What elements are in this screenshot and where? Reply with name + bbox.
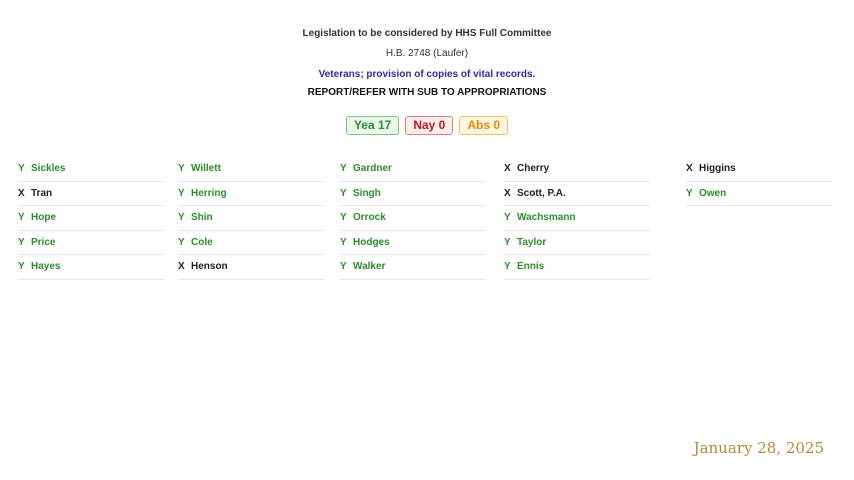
- vote-mark: Y: [340, 236, 347, 248]
- member-vote-row: [340, 157, 486, 182]
- member-name: Walker: [353, 261, 386, 272]
- member-name: Cole: [191, 236, 213, 248]
- member-vote-row: [340, 182, 486, 207]
- member-vote-row: [340, 231, 486, 256]
- member-name: Henson: [191, 261, 228, 272]
- member-name: Herring: [191, 187, 227, 199]
- member-vote-row: [340, 255, 486, 280]
- hearing-date: January 28, 2025: [693, 439, 824, 457]
- abstain-count-badge: Abs 0: [459, 116, 508, 135]
- vote-mark: Y: [340, 187, 347, 199]
- member-vote-row: [504, 157, 650, 182]
- vote-mark: Y: [178, 236, 185, 248]
- vote-column: [18, 157, 164, 280]
- vote-mark: X: [504, 187, 511, 199]
- member-vote-row: [686, 157, 832, 182]
- member-vote-row: [504, 182, 650, 207]
- member-name: Hodges: [353, 236, 390, 248]
- member-vote-row: [178, 182, 324, 207]
- member-name: Singh: [353, 187, 381, 199]
- bill-description: Veterans; provision of copies of vital records.: [318, 69, 536, 80]
- vote-mark: Y: [340, 261, 347, 272]
- member-vote-row: [686, 182, 832, 207]
- bill-number: H.B. 2748 (Laufer): [385, 48, 469, 59]
- vote-mark: Y: [178, 163, 185, 174]
- vote-mark: Y: [18, 261, 25, 272]
- vote-mark: Y: [340, 212, 347, 223]
- member-vote-row: [504, 231, 650, 256]
- vote-mark: X: [686, 163, 693, 174]
- member-name: Willett: [191, 163, 221, 174]
- member-name: Cherry: [517, 163, 550, 174]
- vote-mark: Y: [18, 212, 25, 223]
- vote-column: [686, 157, 832, 206]
- member-vote-row: [18, 231, 164, 256]
- vote-mark: Y: [178, 212, 185, 223]
- nay-count-badge: Nay 0: [405, 116, 453, 135]
- member-vote-row: [18, 182, 164, 207]
- member-vote-row: [178, 206, 324, 231]
- member-name: Price: [31, 236, 56, 248]
- member-name: Shin: [191, 212, 213, 223]
- vote-mark: Y: [504, 236, 511, 248]
- committee-title: Legislation to be considered by HHS Full Committee: [302, 28, 552, 39]
- vote-mark: Y: [504, 212, 511, 223]
- member-name: Taylor: [517, 236, 547, 248]
- vote-column: [504, 157, 650, 280]
- member-vote-row: [504, 206, 650, 231]
- member-vote-row: [18, 255, 164, 280]
- vote-tally: [0, 116, 854, 135]
- member-vote-row: [340, 206, 486, 231]
- member-vote-row: [178, 157, 324, 182]
- vote-mark: Y: [18, 163, 25, 174]
- member-name: Ennis: [517, 261, 545, 272]
- member-name: Hayes: [31, 261, 61, 272]
- vote-column: [340, 157, 486, 280]
- member-name: Gardner: [353, 163, 392, 174]
- vote-mark: X: [18, 187, 25, 199]
- vote-mark: Y: [504, 261, 511, 272]
- vote-mark: Y: [18, 236, 25, 248]
- member-name: Tran: [31, 187, 53, 199]
- vote-mark: X: [504, 163, 511, 174]
- member-name: Higgins: [699, 163, 736, 174]
- member-vote-row: [18, 157, 164, 182]
- member-vote-row: [178, 231, 324, 256]
- yea-count-badge: Yea 17: [346, 116, 399, 135]
- vote-mark: X: [178, 261, 185, 272]
- member-name: Hope: [31, 212, 56, 223]
- member-name: Scott, P.A.: [517, 187, 566, 199]
- member-name: Owen: [699, 187, 727, 199]
- member-name: Orrock: [353, 212, 386, 223]
- committee-action: REPORT/REFER WITH SUB TO APPROPRIATIONS: [307, 87, 547, 98]
- vote-mark: Y: [686, 187, 693, 199]
- member-vote-row: [18, 206, 164, 231]
- member-name: Wachsmann: [517, 212, 576, 223]
- member-vote-row: [504, 255, 650, 280]
- vote-mark: Y: [340, 163, 347, 174]
- vote-mark: Y: [178, 187, 185, 199]
- member-vote-row: [178, 255, 324, 280]
- vote-column: [178, 157, 324, 280]
- member-name: Sickles: [31, 163, 66, 174]
